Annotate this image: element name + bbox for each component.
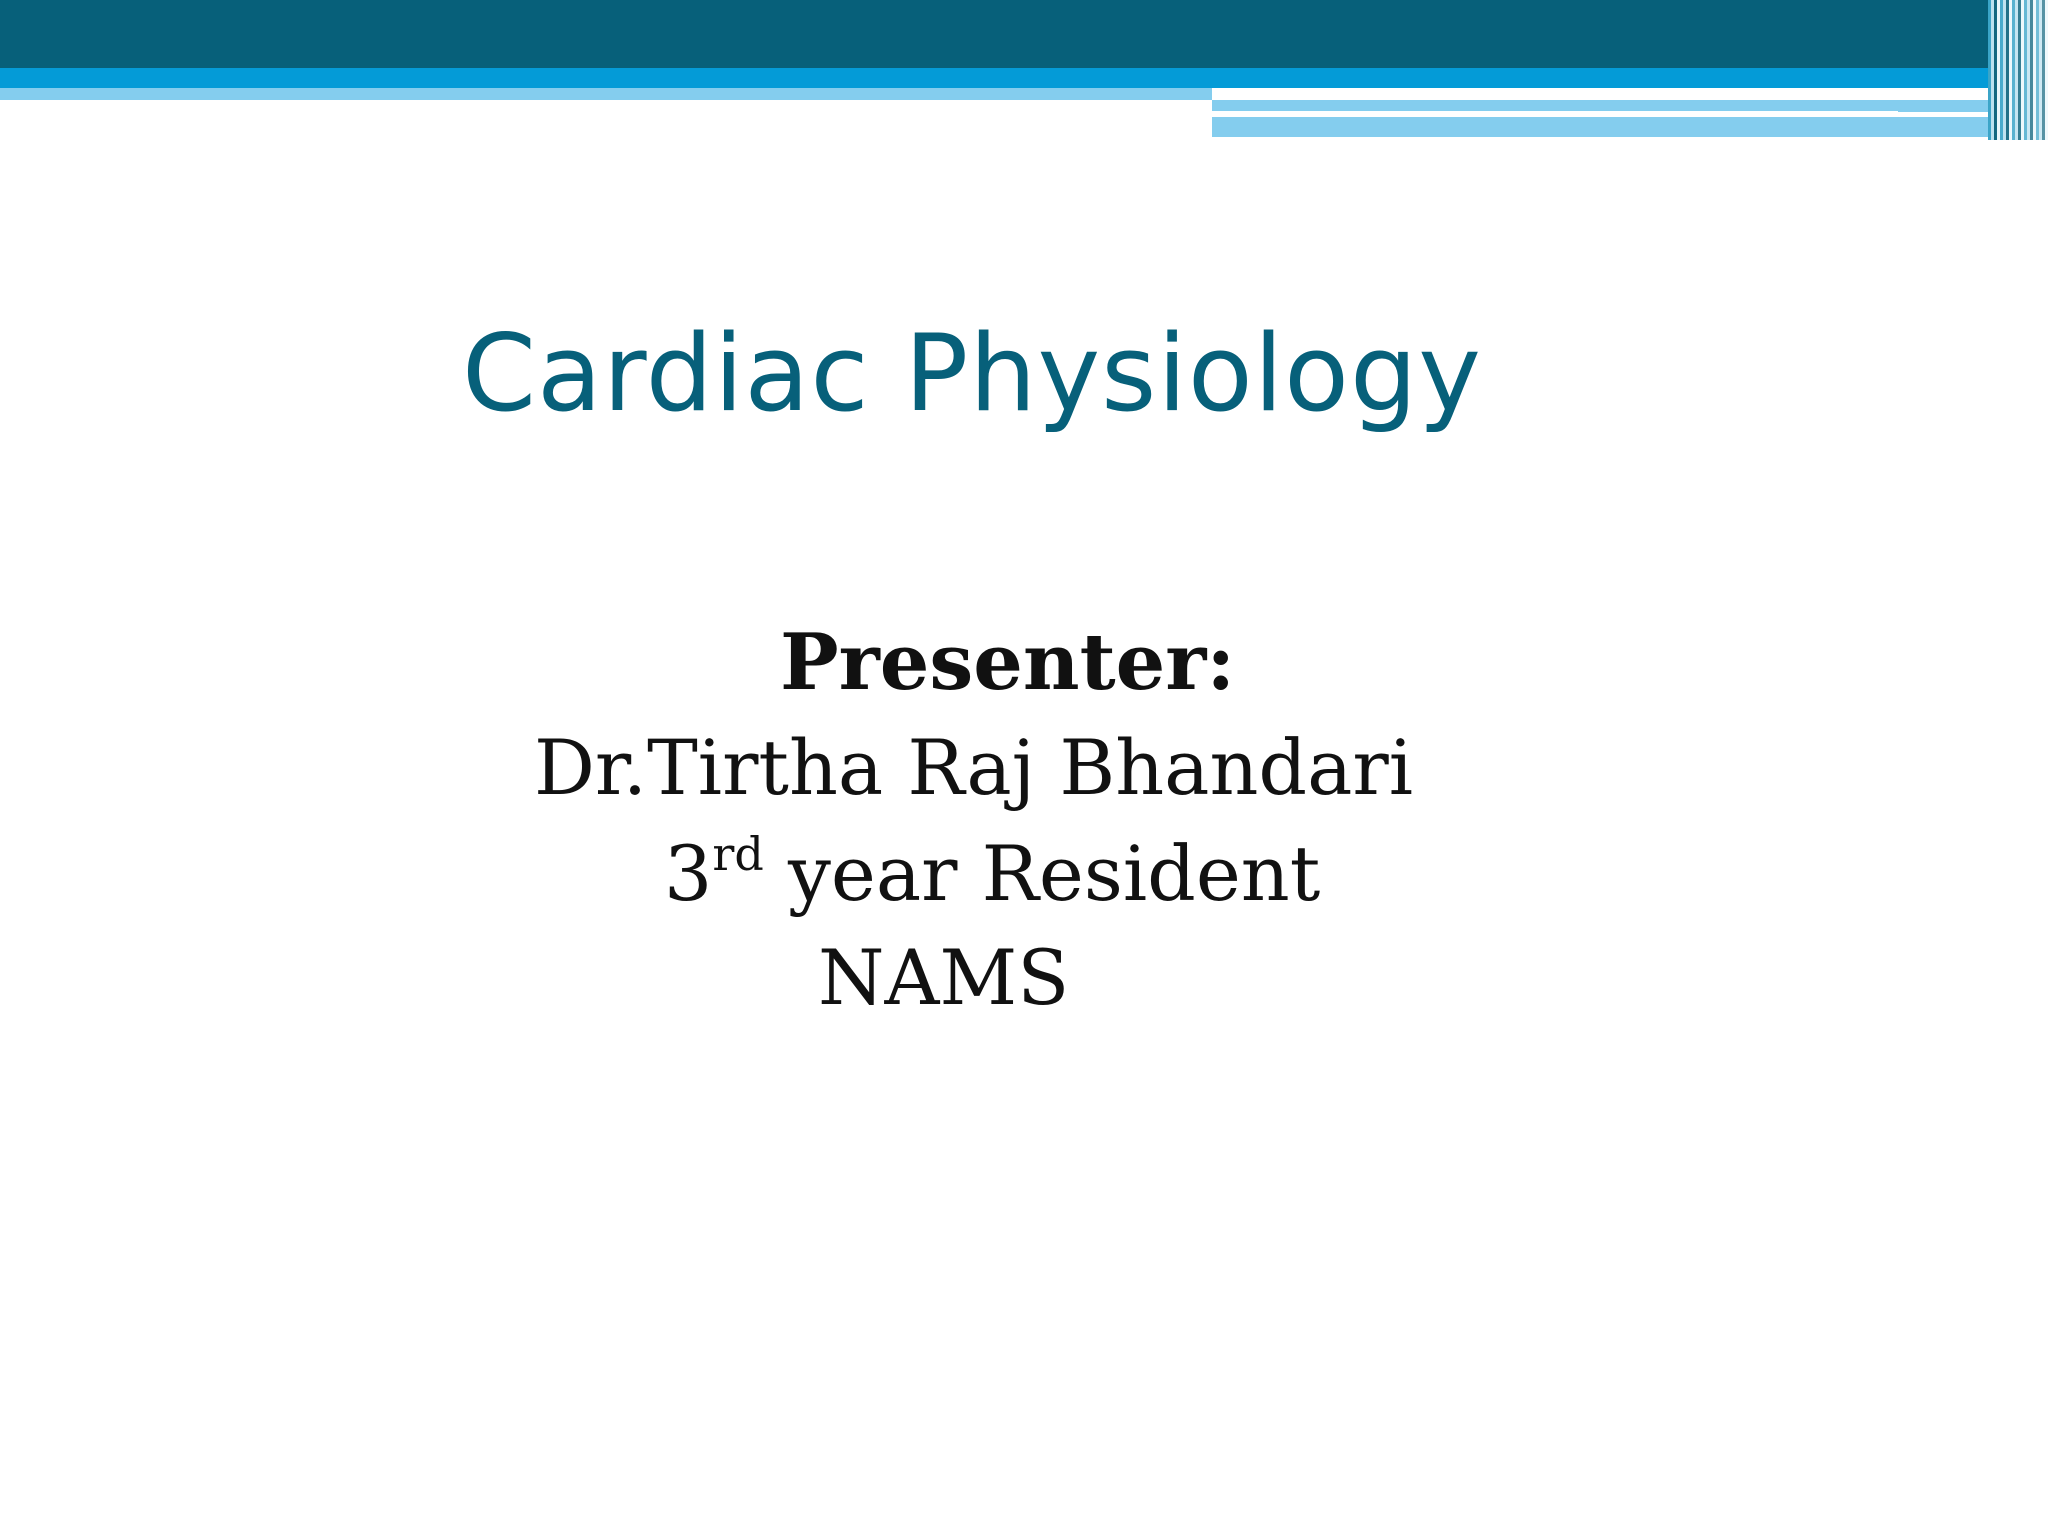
slide-title: Cardiac Physiology <box>462 312 1483 435</box>
header-band-dark <box>0 0 2048 68</box>
presenter-role <box>664 827 1321 918</box>
presenter-name: Dr.Tirtha Raj Bhandari <box>534 723 1414 812</box>
header-band-light-left <box>0 88 1212 100</box>
presenter-institution: NAMS <box>818 933 1070 1022</box>
role-suffix: rd <box>712 827 764 881</box>
header-band-light-right-lower <box>1212 117 2048 137</box>
header-white-line <box>1212 111 1898 117</box>
role-text: year Resident <box>763 829 1321 918</box>
header-band-mid <box>0 68 2048 88</box>
presenter-label: Presenter: <box>780 617 1236 708</box>
header-edge-fade <box>1988 0 2048 140</box>
role-number: 3 <box>664 829 713 918</box>
